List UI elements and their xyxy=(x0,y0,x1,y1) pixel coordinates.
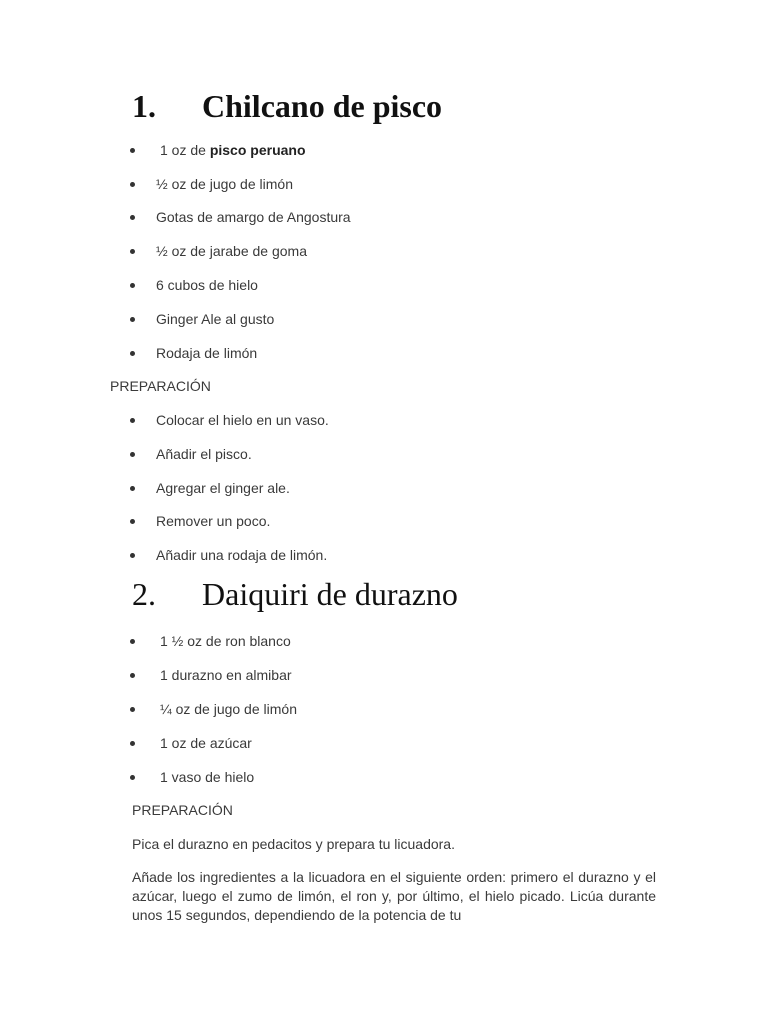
ingredient-text: Ginger Ale al gusto xyxy=(156,311,275,327)
recipe-2-number: 2. xyxy=(132,576,156,612)
bullet-icon xyxy=(130,519,135,524)
bullet-icon xyxy=(130,182,135,187)
list-item xyxy=(0,733,768,753)
bullet-icon xyxy=(130,452,135,457)
recipe-2-preparation-label: PREPARACIÓN xyxy=(132,802,233,818)
list-item xyxy=(0,241,768,261)
recipe-1-number: 1. xyxy=(132,88,156,124)
ingredient-text: 6 cubos de hielo xyxy=(156,277,258,293)
step-text: Agregar el ginger ale. xyxy=(156,480,290,496)
list-item xyxy=(0,174,768,194)
list-item xyxy=(0,478,768,498)
ingredient-text: ½ oz de jugo de limón xyxy=(156,176,293,192)
list-item xyxy=(0,410,768,430)
list-item xyxy=(0,665,768,685)
recipe-2-paragraph-2: Añade los ingredientes a la licuadora en el siguiente orden: primero el durazno y el azúcar, luego el zumo de limón, el ron y, por último, el hielo picado. Licúa durante unos 15 segundos, dependiendo de la potencia de tu xyxy=(132,869,656,923)
recipe-1-title-text: Chilcano de pisco xyxy=(202,88,443,124)
list-item xyxy=(0,767,768,787)
recipe-1-title xyxy=(132,88,442,124)
bullet-icon xyxy=(130,148,135,153)
bullet-icon xyxy=(130,639,135,644)
ingredient-bold: pisco peruano xyxy=(209,142,306,158)
ingredient-text: Rodaja de limón xyxy=(156,345,258,361)
bullet-icon xyxy=(130,283,135,288)
step-text: Añadir una rodaja de limón. xyxy=(156,547,328,563)
ingredient-text: 1 ½ oz de ron blanco xyxy=(160,633,291,649)
bullet-icon xyxy=(130,553,135,558)
ingredient-text: ¼ oz de jugo de limón xyxy=(160,701,297,717)
list-item xyxy=(0,511,768,531)
step-text: Colocar el hielo en un vaso. xyxy=(156,412,329,428)
ingredient-text: 1 oz de azúcar xyxy=(160,735,252,751)
bullet-icon xyxy=(130,317,135,322)
bullet-icon xyxy=(130,673,135,678)
list-item xyxy=(0,343,768,363)
recipe-2-title xyxy=(132,576,458,612)
ingredient-text: 1 vaso de hielo xyxy=(160,769,255,785)
list-item xyxy=(0,444,768,464)
recipe-2-title-text: Daiquiri de durazno xyxy=(202,576,458,612)
bullet-icon xyxy=(130,215,135,220)
ingredient-text: Gotas de amargo de Angostura xyxy=(156,209,351,225)
list-item xyxy=(0,207,768,227)
recipe-1-preparation-label: PREPARACIÓN xyxy=(110,378,211,394)
list-item xyxy=(0,140,768,160)
recipe-2-paragraph-1: Pica el durazno en pedacitos y prepara tu licuadora. xyxy=(132,836,455,852)
bullet-icon xyxy=(130,418,135,423)
ingredient-text: 1 durazno en almibar xyxy=(160,667,292,683)
bullet-icon xyxy=(130,486,135,491)
ingredient-text: 1 oz de pisco peruano xyxy=(160,142,306,158)
list-item xyxy=(0,309,768,329)
list-item xyxy=(0,699,768,719)
step-text: Añadir el pisco. xyxy=(156,446,252,462)
ingredient-text: ½ oz de jarabe de goma xyxy=(156,243,307,259)
list-item xyxy=(0,545,768,565)
list-item xyxy=(0,631,768,651)
bullet-icon xyxy=(130,351,135,356)
bullet-icon xyxy=(130,249,135,254)
bullet-icon xyxy=(130,707,135,712)
bullet-icon xyxy=(130,741,135,746)
list-item xyxy=(0,275,768,295)
step-text: Remover un poco. xyxy=(156,513,271,529)
bullet-icon xyxy=(130,775,135,780)
